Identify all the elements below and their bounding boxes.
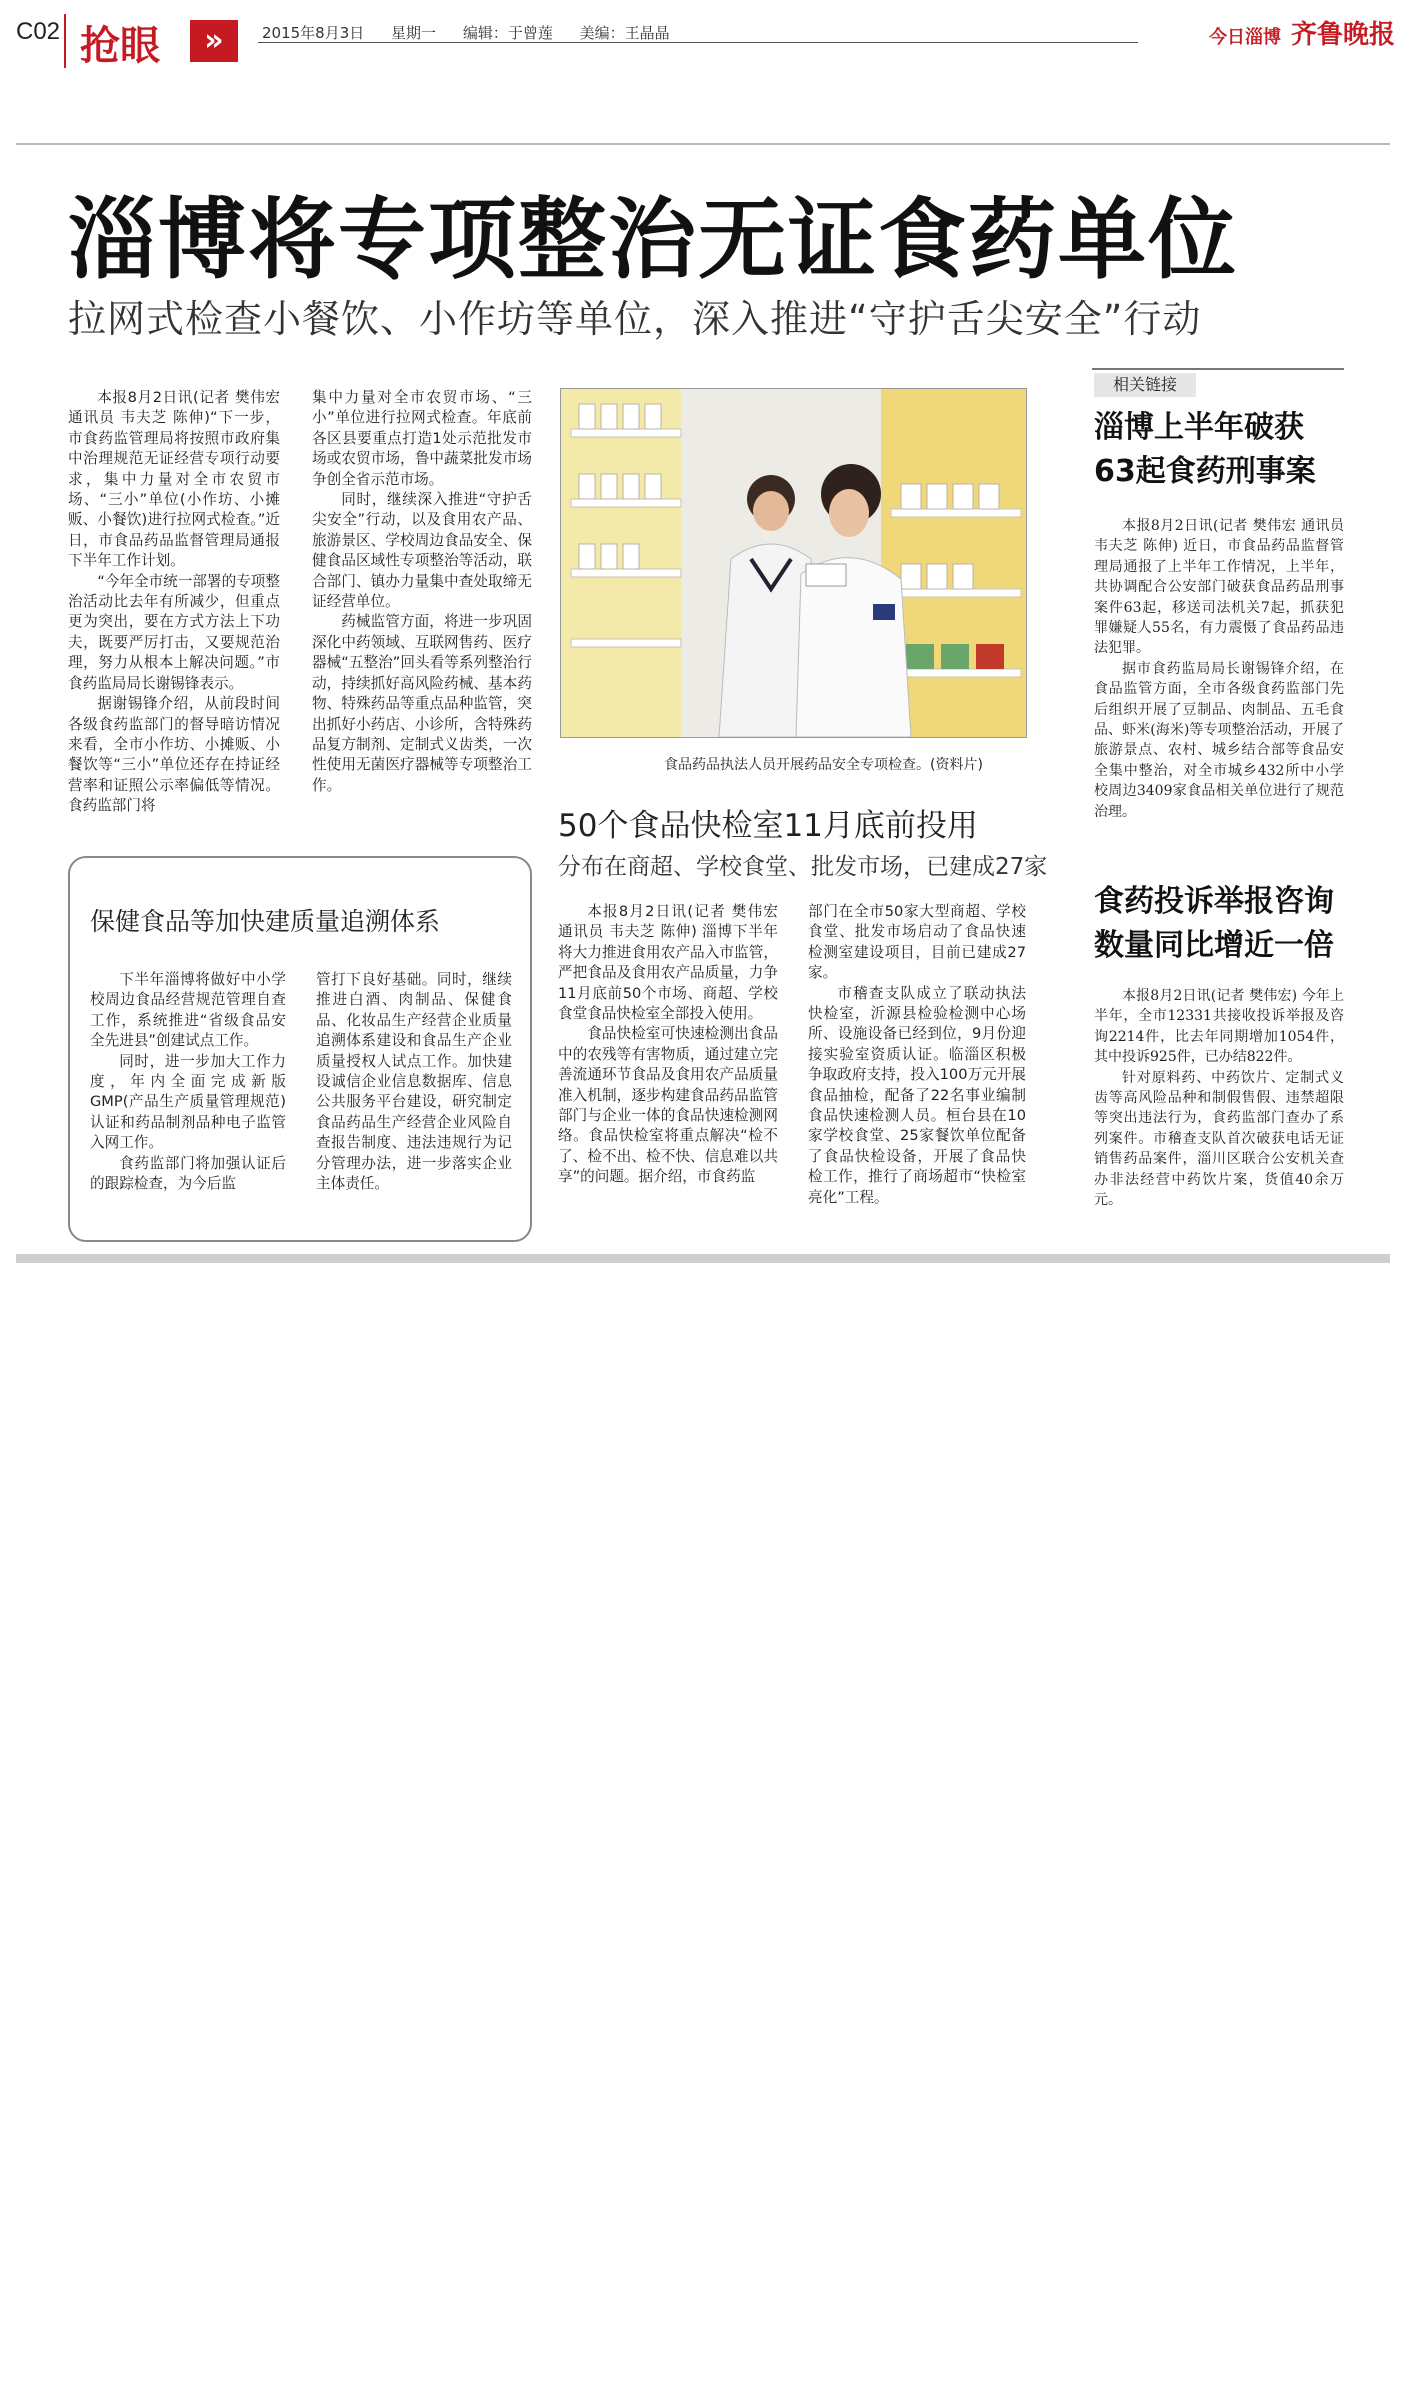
- paragraph: 据市食药监局局长谢锡锋介绍，在食品监管方面，全市各级食药监部门先后组织开展了豆制品、肉制品、五毛食品、虾米(海米)等专项整治活动，开展了旅游景点、农村、城乡结合部等食品安全集中整治，对全市城乡432所中小学校周边3409家食品相关单位进行了规范治理。: [1094, 660, 1344, 820]
- sidebar-title-1-line2: 63起食药刑事案: [1094, 454, 1316, 489]
- paragraph: 同时，继续深入推进“守护舌尖安全”行动，以及食用农产品、旅游景区、学校周边食品安全、保健食品区域性专项整治等活动，联合部门、镇办力量集中查处取缔无证经营单位。: [312, 491, 532, 611]
- top-divider: [16, 143, 1390, 145]
- box-col1: [90, 970, 286, 1194]
- paragraph: 针对原料药、中药饮片、定制式义齿等高风险品种和制假售假、违禁超限等突出违法行为，食药监部门查办了系列案件。市稽查支队首次破获电话无证销售药品案件，淄川区联合公安机关查办非法经营中药饮片案，货值40余万元。: [1094, 1069, 1344, 1209]
- editor-credit: 编辑：于曾莲: [462, 24, 553, 42]
- article2-subtitle: 分布在商超、学校食堂、批发市场，已建成27家: [558, 854, 1048, 880]
- header-rule: [258, 42, 1138, 43]
- sidebar-title-2-line2: 数量同比增近一倍: [1094, 928, 1334, 963]
- paragraph: 据谢锡锋介绍，从前段时间各级食药监部门的督导暗访情况来看，全市小作坊、小摊贩、小餐饮等“三小”单位还存在持证经营率和证照公示率偏低等情况。食药监部门将: [68, 695, 280, 815]
- sidebar-article-1: [1094, 516, 1344, 822]
- main-article-col1: [68, 388, 280, 817]
- header-divider: [64, 14, 66, 68]
- paragraph: 管打下良好基础。同时，继续推进白酒、肉制品、保健食品、化妆品生产经营企业质量追溯体系建设和食品生产企业质量授权人试点工作。加快建设诚信企业信息数据库、信息公共服务平台建设，研究制定食品药品生产经营企业风险自查报告制度、违法违规行为记分管理办法，进一步落实企业主体责任。: [316, 971, 512, 1193]
- paragraph: 集中力量对全市农贸市场、“三小”单位进行拉网式检查。年底前各区县要重点打造1处示范批发市场或农贸市场，鲁中蔬菜批发市场争创全省示范市场。: [312, 389, 532, 488]
- double-chevron-icon: »: [190, 20, 238, 62]
- sidebar-article-2: [1094, 986, 1344, 1210]
- article2-col2: [808, 902, 1026, 1208]
- section-name: 抢眼: [80, 23, 160, 69]
- paragraph: 本报8月2日讯(记者 樊伟宏 通讯员 韦夫芝 陈伸)“下一步，市食药监管理局将按照市政府集中治理规范无证经营专项行动要求，集中力量对全市农贸市场、“三小”单位(小作坊、小摊贩、小餐饮)进行拉网式检查。”近日，市食品药品监督管理局通报下半年工作计划。: [68, 389, 280, 570]
- brand-name: 齐鲁晚报: [1290, 20, 1395, 50]
- paragraph: 部门在全市50家大型商超、学校食堂、批发市场启动了食品快速检测室建设项目，目前已建成27家。: [808, 903, 1026, 982]
- issue-date: 2015年8月3日: [262, 24, 365, 42]
- paragraph: 食品快检室可快速检测出食品中的农残等有害物质，通过建立完善流通环节食品及食用农产品质量准入机制，逐步构建食品药品监管部门与企业一体的食品快速检测网络。食品快检室将重点解决“检不了、检不出、检不快、信息难以共享”的问题。据介绍，市食药监: [558, 1025, 778, 1186]
- paragraph: “今年全市统一部署的专项整治活动比去年有所减少，但重点更为突出，要在方式方法上下功夫，既要严厉打击，又要规范治理，努力从根本上解决问题。”市食药监局局长谢锡锋表示。: [68, 572, 280, 692]
- paragraph: 同时，进一步加大工作力度，年内全面完成新版GMP(产品生产质量管理规范)认证和药品制剂品种电子监管入网工作。: [90, 1052, 286, 1152]
- sidebar-title-1-line1: 淄博上半年破获: [1094, 410, 1304, 445]
- article2-col1: [558, 902, 778, 1188]
- paragraph: 本报8月2日讯(记者 樊伟宏 通讯员 韦夫芝 陈伸) 近日，市食品药品监督管理局通报了上半年工作情况，上半年，共协调配合公安部门破获食品药品刑事案件63起，移送司法机关7起，抓获犯罪嫌疑人55名，有力震慑了食品药品违法犯罪。: [1094, 518, 1344, 657]
- photo-caption: 食品药品执法人员开展药品安全专项检查。(资料片): [664, 757, 983, 773]
- main-article-col2: [312, 388, 532, 796]
- paragraph: 本报8月2日讯(记者 樊伟宏 通讯员 韦夫芝 陈伸) 淄博下半年将大力推进食用农产品入市监管，严把食品及食用农产品质量，力争11月底前50个市场、商超、学校食堂食品快检室全部投入使用。: [558, 903, 778, 1023]
- issue-info: [262, 22, 692, 43]
- bottom-divider: [16, 1254, 1390, 1263]
- sidebar-title-2: [1094, 880, 1334, 968]
- article2-title: 50个食品快检室11月底前投用: [558, 808, 978, 844]
- sidebar-title-1: [1094, 406, 1316, 494]
- main-subheadline: 拉网式检查小餐饮、小作坊等单位，深入推进“守护舌尖安全”行动: [68, 297, 1202, 341]
- page-number: C02: [16, 18, 61, 45]
- newspaper-logo: [1209, 14, 1395, 51]
- sidebar-title-2-line1: 食药投诉举报咨询: [1094, 884, 1334, 919]
- paragraph: 下半年淄博将做好中小学校周边食品经营规范管理自查工作，系统推进“省级食品安全先进县”创建试点工作。: [90, 971, 286, 1050]
- box-title: 保健食品等加快建质量追溯体系: [90, 907, 441, 936]
- related-links-tag: 相关链接: [1094, 373, 1196, 397]
- brand-local-edition: 今日淄博: [1208, 27, 1281, 48]
- paragraph: 药械监管方面，将进一步巩固深化中药领域、互联网售药、医疗器械“五整治”回头看等系列整治行动，持续抓好高风险药械、基本药物、特殊药品等重点品种监管，突出抓好小药店、小诊所，含特殊药品复方制剂、定制式义齿类，一次性使用无菌医疗器械等专项整治工作。: [312, 613, 532, 794]
- paragraph: 市稽查支队成立了联动执法快检室，沂源县检验检测中心场所、设施设备已经到位，9月份迎接实验室资质认证。临淄区积极争取政府支持，投入100万元开展食品抽检，配备了22名事业编制食品快速检测人员。桓台县在10家学校食堂、25家餐饮单位配备了食品快检设备，开展了食品快检工作，推行了商场超市“快检室亮化”工程。: [808, 984, 1026, 1206]
- main-headline: 淄博将专项整治无证食药单位: [68, 188, 1239, 291]
- designer-credit: 美编：王晶晶: [579, 24, 670, 42]
- paragraph: 本报8月2日讯(记者 樊伟宏) 今年上半年，全市12331共接收投诉举报及咨询2214件，比去年同期增加1054件，其中投诉925件，已办结822件。: [1094, 988, 1344, 1066]
- pharmacy-inspection-illustration: [561, 389, 1026, 737]
- inspection-photo: [560, 388, 1027, 738]
- box-col2: [316, 970, 512, 1194]
- issue-weekday: 星期一: [391, 24, 437, 42]
- sidebar-rule: [1092, 368, 1344, 370]
- paragraph: 食药监部门将加强认证后的跟踪检查，为今后监: [90, 1154, 286, 1193]
